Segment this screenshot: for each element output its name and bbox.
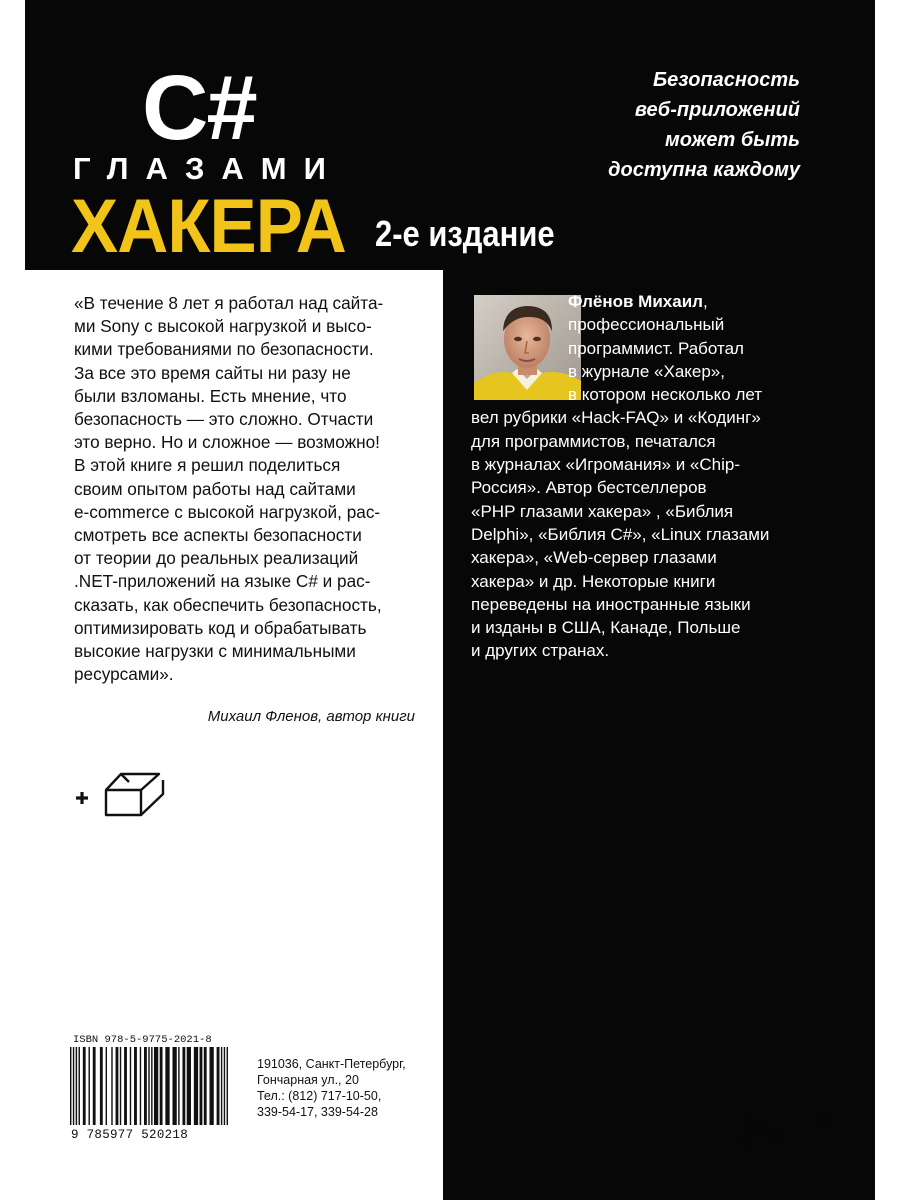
quote-line: безопасность — это сложно. Отчасти bbox=[74, 409, 374, 430]
registered-mark: ® bbox=[820, 1120, 826, 1127]
barcode-bar bbox=[172, 1047, 176, 1125]
quote-line: своим опытом работы над сайтами bbox=[74, 478, 356, 499]
author-bio-line: в журнале «Хакер», bbox=[568, 361, 725, 381]
plus-box-icon bbox=[73, 770, 173, 820]
barcode-bar bbox=[200, 1047, 203, 1125]
address-line: 191036, Санкт-Петербург, bbox=[257, 1057, 406, 1071]
slogan-line: веб-приложений bbox=[634, 99, 800, 121]
quote-line: В этой книге я решил поделиться bbox=[74, 455, 341, 476]
barcode-bar bbox=[89, 1047, 90, 1125]
title-csharp: C# bbox=[142, 57, 256, 159]
quote-line: от теории до реальных реализаций bbox=[74, 548, 359, 569]
publisher-logo-text: bhv bbox=[745, 1117, 784, 1146]
author-bio-line: Delphi», «Библия C#», «Linux глазами bbox=[471, 524, 770, 544]
barcode-bar bbox=[217, 1047, 220, 1125]
barcode-bar bbox=[227, 1047, 228, 1125]
quote-line: ми Sony с высокой нагрузкой и высо- bbox=[74, 316, 372, 337]
barcode-bar bbox=[124, 1047, 127, 1125]
barcode-bar bbox=[83, 1047, 86, 1125]
author-bio-line: хакера», «Web-сервер глазами bbox=[471, 548, 717, 568]
quote-line: кими требованиями по безопасности. bbox=[74, 339, 374, 360]
isbn-label: ISBN 978-5-9775-2021-8 bbox=[73, 1034, 212, 1046]
quote-line: e-commerce с высокой нагрузкой, рас- bbox=[74, 501, 381, 522]
quote-line: ресурсами». bbox=[74, 664, 174, 685]
slogan-line: Безопасность bbox=[653, 69, 800, 91]
barcode-bar bbox=[79, 1047, 80, 1125]
address-line: Гончарная ул., 20 bbox=[257, 1073, 359, 1087]
barcode-bar bbox=[204, 1047, 207, 1125]
barcode-bar bbox=[93, 1047, 96, 1125]
quote-line: За все это время сайты ни разу не bbox=[74, 362, 351, 383]
author-bio bbox=[471, 290, 851, 663]
barcode-icon bbox=[70, 1047, 228, 1125]
author-bio-line: программист. Работал bbox=[568, 338, 744, 358]
title-hakera: ХАКЕРА bbox=[71, 184, 346, 269]
author-name: Флёнов Михаил bbox=[568, 292, 703, 311]
address-line: 339-54-17, 339-54-28 bbox=[257, 1105, 378, 1119]
quote-line: .NET-приложений на языке C# и рас- bbox=[74, 571, 371, 592]
barcode-bar bbox=[160, 1047, 163, 1125]
barcode-bar bbox=[187, 1047, 191, 1125]
barcode-bar bbox=[140, 1047, 141, 1125]
barcode-bar bbox=[100, 1047, 103, 1125]
quote-line: это верно. Но и сложное — возможно! bbox=[74, 432, 380, 453]
slogan bbox=[500, 65, 800, 185]
barcode-bar bbox=[70, 1047, 71, 1125]
barcode-bar bbox=[210, 1047, 214, 1125]
barcode-bar bbox=[76, 1047, 77, 1125]
quote-line: были взломаны. Есть мнение, что bbox=[74, 385, 347, 406]
barcode-bar bbox=[154, 1047, 158, 1125]
slogan-line: доступна каждому bbox=[608, 159, 800, 181]
quote-line: высокие нагрузки с минимальными bbox=[74, 641, 356, 662]
barcode-bar bbox=[130, 1047, 131, 1125]
barcode-bar bbox=[106, 1047, 107, 1125]
slogan-line: может быть bbox=[664, 129, 800, 151]
author-bio-line: вел рубрики «Hack-FAQ» и «Кодинг» bbox=[471, 408, 761, 428]
barcode-bar bbox=[151, 1047, 152, 1125]
author-bio-line: в котором несколько лет bbox=[568, 385, 763, 405]
quote-line: оптимизировать код и обрабатывать bbox=[74, 617, 367, 638]
author-bio-line: в журналах «Игромания» и «Chip- bbox=[471, 455, 741, 475]
author-bio-line: профессиональный bbox=[568, 315, 725, 335]
author-bio-line: Россия». Автор бестселлеров bbox=[471, 478, 707, 498]
barcode-bar bbox=[165, 1047, 169, 1125]
author-bio-line: переведены на иностранные языки bbox=[471, 594, 751, 614]
back-cover bbox=[25, 0, 875, 1200]
author-bio-line: и других странах. bbox=[471, 641, 610, 661]
author-name-comma: , bbox=[702, 292, 708, 311]
barcode-bar bbox=[144, 1047, 147, 1125]
barcode-bar bbox=[224, 1047, 225, 1125]
barcode-bar bbox=[116, 1047, 119, 1125]
bhv-logo-icon bbox=[731, 1106, 841, 1154]
barcode-bar bbox=[134, 1047, 137, 1125]
barcode-bar bbox=[178, 1047, 179, 1125]
address-line: Тел.: (812) 717-10-50, bbox=[257, 1089, 382, 1103]
quote-line: смотреть все аспекты безопасности bbox=[74, 525, 362, 546]
author-bio-line: хакера» и др. Некоторые книги bbox=[471, 571, 716, 591]
quote-line: «В течение 8 лет я работал над сайта- bbox=[74, 293, 384, 313]
author-bio-line bbox=[471, 290, 851, 313]
quote-signature: Михаил Фленов, автор книги bbox=[207, 708, 415, 725]
author-bio-line: для программистов, печатался bbox=[471, 431, 716, 451]
barcode-bar bbox=[182, 1047, 185, 1125]
author-bio-line: «PHP глазами хакера» , «Библия bbox=[471, 501, 734, 521]
author-quote bbox=[74, 292, 419, 686]
edition-label: 2-е издание bbox=[375, 213, 555, 254]
barcode-digits: 9 785977 520218 bbox=[71, 1128, 189, 1142]
quote-line: сказать, как обеспечить безопасность, bbox=[74, 594, 382, 615]
barcode-bar bbox=[120, 1047, 121, 1125]
barcode-bar bbox=[148, 1047, 149, 1125]
publisher-address bbox=[257, 1056, 437, 1120]
author-bio-line: и изданы в США, Канаде, Польше bbox=[471, 618, 741, 638]
title-glazami: ГЛАЗАМИ bbox=[73, 151, 343, 186]
barcode-bar bbox=[73, 1047, 74, 1125]
barcode-bar bbox=[111, 1047, 112, 1125]
barcode-bar bbox=[194, 1047, 198, 1125]
barcode-bar bbox=[221, 1047, 222, 1125]
